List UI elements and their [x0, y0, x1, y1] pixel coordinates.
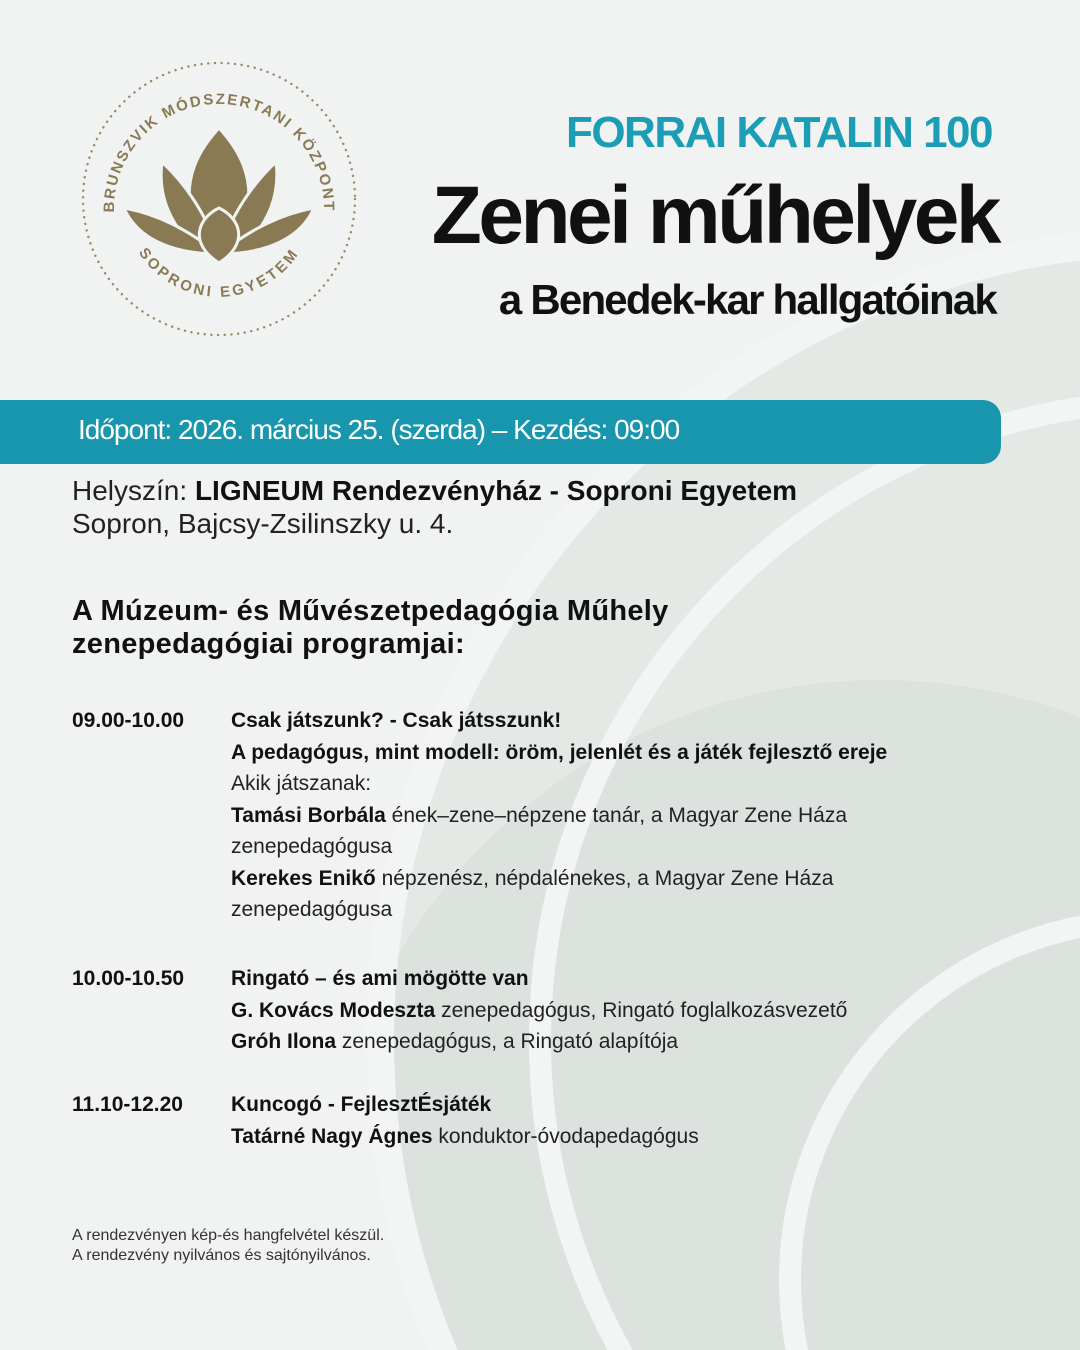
- presenter-name: G. Kovács Modeszta: [231, 998, 436, 1022]
- presenter-role: népzenész, népdalénekes, a Magyar Zene Háza zenepedagógusa: [231, 866, 834, 921]
- section-heading: [72, 595, 669, 661]
- venue-label: Helyszín:: [72, 475, 195, 506]
- schedule-item: [72, 1089, 972, 1159]
- page-title: Zenei műhelyek: [431, 170, 998, 261]
- presenter-role: zenepedagógus, Ringató foglalkozásvezető: [435, 998, 848, 1022]
- presenter-name: Gróh Ilona: [231, 1030, 336, 1053]
- presenter-role: zenepedagógus, a Ringató alapítója: [336, 1030, 679, 1053]
- venue-name: LIGNEUM Rendezvényház - Soproni Egyetem: [194, 475, 798, 506]
- footer-notes: [72, 1226, 384, 1266]
- presenter-name: Tamási Borbála: [231, 803, 386, 827]
- schedule-time: 11.10-12.20: [72, 1093, 183, 1116]
- presenter-name: Tatárné Nagy Ágnes: [231, 1124, 433, 1148]
- schedule-intro: Akik játszanak:: [231, 772, 372, 795]
- section-heading-line: zenepedagógiai programjai:: [72, 628, 465, 660]
- schedule-details: [231, 1089, 931, 1152]
- schedule-time: 10.00-10.50: [72, 967, 185, 990]
- event-kicker: FORRAI KATALIN 100: [565, 108, 992, 157]
- brunszvik-logo: [78, 58, 360, 340]
- venue-address: Sopron, Bajcsy-Zsilinszky u. 4.: [72, 508, 454, 539]
- schedule-title: Csak játszunk? - Csak játsszunk!: [231, 709, 562, 732]
- presenter-role: ének–zene–népzene tanár, a Magyar Zene Háza zenepedagógusa: [231, 803, 847, 858]
- schedule-time: 09.00-10.00: [72, 709, 185, 732]
- footer-note: A rendezvény nyilvános és sajtónyilvános.: [72, 1247, 371, 1264]
- schedule-item: [72, 705, 972, 935]
- presenter-role: konduktor-óvodapedagógus: [432, 1124, 699, 1148]
- footer-note: A rendezvényen kép-és hangfelvétel készül.: [72, 1227, 385, 1244]
- presenter: [231, 1121, 931, 1153]
- logo-ring-bottom-text: SOPRONI EGYETEM: [135, 244, 303, 301]
- presenter: [231, 995, 931, 1027]
- venue-line: [72, 474, 797, 507]
- logo-ring-top-text: BRUNSZVIK MÓDSZERTANI KÖZPONT: [100, 90, 338, 213]
- venue-block: [72, 474, 797, 540]
- schedule-details: [231, 705, 931, 926]
- schedule-details: [231, 963, 931, 1058]
- page-subtitle: a Benedek-kar hallgatóinak: [498, 276, 996, 323]
- presenter: [231, 800, 931, 863]
- date-banner: [0, 400, 1001, 464]
- presenter: [231, 1026, 931, 1058]
- presenter-name: Kerekes Enikő: [231, 866, 376, 890]
- presenter: [231, 863, 931, 926]
- schedule-subtitle: A pedagógus, mint modell: öröm, jelenlét és a játék fejlesztő ereje: [231, 740, 888, 764]
- lotus-icon: [124, 128, 314, 263]
- schedule-item: [72, 963, 972, 1063]
- section-heading-line: A Múzeum- és Művészetpedagógia Műhely: [72, 595, 669, 627]
- schedule-title: Ringató – és ami mögötte van: [231, 967, 529, 990]
- schedule-title: Kuncogó - FejlesztÉsjáték: [231, 1093, 492, 1116]
- date-banner-text: Időpont: 2026. március 25. (szerda) – Kezdés: 09:00: [78, 414, 680, 445]
